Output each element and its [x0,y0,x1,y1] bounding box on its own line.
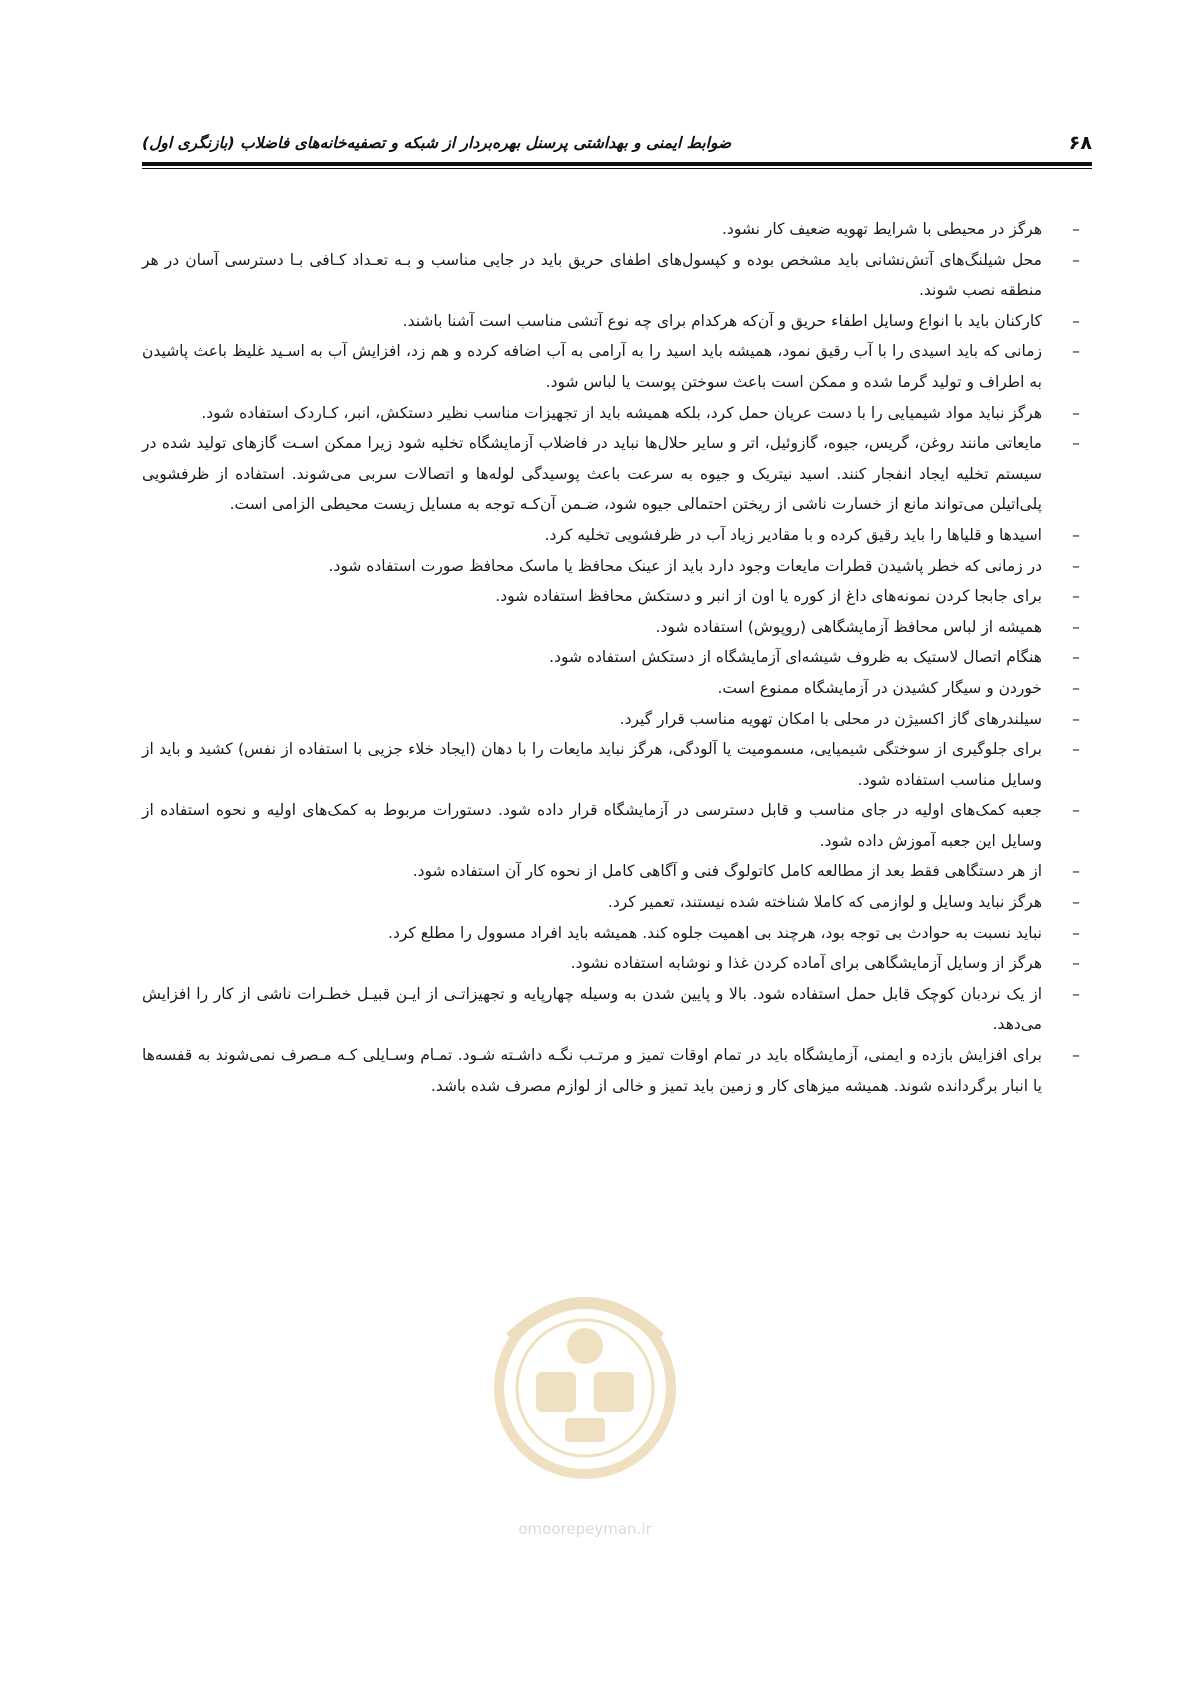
list-item-text: هرگز از وسایل آزمایشگاهی برای آماده کردن غذا و نوشابه استفاده نشود. [570,954,1042,973]
list-item-text: اسیدها و قلیاها را باید رقیق کرده و با مقادیر زیاد آب در ظرفشویی تخلیه کرد. [544,525,1042,544]
watermark-text: omoorepeyman.ir [518,1520,652,1538]
list-item [142,551,1080,582]
list-item [142,581,1080,612]
list-item [142,398,1080,429]
list-item [142,918,1080,949]
list-item [142,245,1080,306]
list-item [142,306,1080,337]
seal-emblem-icon [470,1268,700,1518]
list-item-text: از هر دستگاهی فقط بعد از مطالعه کامل کاتولوگ فنی و آگاهی کامل از نحوه کار آن استفاده شود. [412,862,1042,881]
bullet-dash: – [1072,434,1080,453]
list-item-text: برای افزایش بازده و ایمنی، آزمایشگاه باید در تمام اوقات تمیز و مرتـب نگـه داشـته شـود. تمـام وسـایلی کـه مـصرف نمی‌شوند به قفسه‌ها یا انبار برگردانده شوند. همیشه میزهای کار و زمین باید تمیز و خالی از لوازم مصرف شده باشد. [142,1046,1042,1095]
list-item-text: از یک نردبان کوچک قابل حمل استفاده شود. بالا و پایین شدن به وسیله چهارپایه و تجهیزاتـی از ایـن قبیـل خطـرات ناشی از کار را افزایش می‌دهد. [142,984,1042,1034]
bullet-dash: – [1072,525,1080,544]
list-item [142,856,1080,887]
bullet-dash: – [1072,893,1080,912]
bullet-dash: – [1072,250,1080,269]
list-item-text: کارکنان باید با انواع وسایل اطفاء حریق و آن‌که هرکدام برای چه نوع آتشی مناسب است آشنا باشند. [402,311,1042,330]
bullet-dash: – [1072,678,1080,697]
page-header [142,128,1092,158]
watermark-seal [470,1268,700,1548]
header-rule-thin [142,168,1092,169]
list-item [142,428,1080,520]
list-item-text: برای جابجا کردن نمونه‌های داغ از کوره یا اون از انبر و دستکش محافظ استفاده شود. [495,587,1042,606]
bullet-dash: – [1072,617,1080,636]
list-item-text: خوردن و سیگار کشیدن در آزمایشگاه ممنوع است. [717,678,1042,697]
list-item-text: محل شیلنگ‌های آتش‌نشانی باید مشخص بوده و کپسول‌های اطفای حریق باید در جایی مناسب و بـه تعـداد کـافی بـا دسترسی آسان در هر منطقه نصب شوند. [142,250,1042,300]
bullet-dash: – [1072,403,1080,422]
list-item-text: جعبه کمک‌های اولیه در جای مناسب و قابل دسترسی در آزمایشگاه قرار داده شود. دستورات مربوط به کمک‌های اولیه و نحوه استفاده از وسایل این جعبه آموزش داده شود. [142,801,1042,850]
bullet-dash: – [1072,862,1080,881]
bullet-dash: – [1072,740,1080,759]
list-item-text: زمانی که باید اسیدی را با آب رقیق نمود، همیشه باید اسید را به آرامی به آب اضافه کرده و هم زد، افزایش آب به اسـید غلیظ باعث پاشیدن به اطراف و تولید گرما شده و ممکن است باعث سوختن پوست یا لباس شود. [142,342,1042,391]
bullet-dash: – [1072,342,1080,361]
list-item-text: هنگام اتصال لاستیک به ظروف شیشه‌ای آزمایشگاه از دستکش استفاده شود. [549,648,1042,667]
bullet-dash: – [1072,1046,1080,1065]
list-item [142,642,1080,673]
list-item [142,612,1080,643]
page-number: ۶۸ [1068,132,1092,154]
list-item-text: مایعاتی مانند روغن، گریس، جیوه، گازوئیل، اتر و سایر حلال‌ها نباید در فاضلاب آزمایشگاه تخلیه شود زیرا ممکن اسـت گازهای تولید شده در سیستم تخلیه ایجاد انفجار کنند. اسید نیتریک و جیوه به سرعت باعث پوسیدگی لوله‌ها و اتصالات سربی می‌شوند. استفاده از ظرفشویی پلی‌اتیلن می‌تواند مانع از خسارت ناشی از ریختن احتمالی جیوه شود، ضـمن آن‌کـه توجه به مسایل زیست محیطی الزامی است. [142,434,1042,514]
list-item [142,887,1080,918]
list-item [142,520,1080,551]
list-item [142,795,1080,856]
bullet-dash: – [1072,801,1080,820]
bullet-dash: – [1072,220,1080,238]
list-item-text: برای جلوگیری از سوختگی شیمیایی، مسمومیت یا آلودگی، هرگز نباید مایعات را با دهان (ایجاد خلاء جزیی با استفاده از نفس) کشید و باید از وسایل مناسب استفاده شود. [142,740,1042,789]
bullet-dash: – [1072,311,1080,330]
list-item-text: همیشه از لباس محافظ آزمایشگاهی (روپوش) استفاده شود. [655,617,1042,636]
bullet-dash: – [1072,984,1080,1003]
list-item-text: نباید نسبت به حوادث بی توجه بود، هرچند بی اهمیت جلوه کند. همیشه باید افراد مسوول را مطلع کرد. [388,923,1042,942]
bullet-dash: – [1072,923,1080,942]
safety-rules-list [142,214,1080,1101]
list-item [142,704,1080,735]
list-item [142,336,1080,397]
list-item [142,673,1080,704]
bullet-dash: – [1072,648,1080,667]
list-item-text: هرگز نباید وسایل و لوازمی که کاملا شناخته شده نیستند، تعمیر کرد. [607,893,1042,912]
list-item-text: سیلندرهای گاز اکسیژن در محلی با امکان تهویه مناسب قرار گیرد. [619,709,1042,728]
list-item [142,214,1080,245]
list-item [142,948,1080,979]
bullet-dash: – [1072,556,1080,575]
bullet-dash: – [1072,587,1080,606]
running-title: ضوابط ایمنی و بهداشتی پرسنل بهره‌بردار از شبکه و تصفیه‌خانه‌های فاضلاب (بازنگری اول) [142,134,732,152]
bullet-dash: – [1072,954,1080,973]
list-item-text: در زمانی که خطر پاشیدن قطرات مایعات وجود دارد باید از عینک محافظ یا ماسک محافظ صورت استفاده شود. [328,556,1042,575]
list-item-text: هرگز نباید مواد شیمیایی را با دست عریان حمل کرد، بلکه همیشه باید از تجهیزات مناسب نظیر دستکش، انبر، کـاردک استفاده شود. [201,403,1042,422]
bullet-dash: – [1072,709,1080,728]
header-rule-thick [142,162,1092,166]
list-item [142,734,1080,795]
list-item [142,979,1080,1040]
list-item-text: هرگز در محیطی با شرایط تهویه ضعیف کار نشود. [721,220,1042,238]
list-item [142,1040,1080,1101]
